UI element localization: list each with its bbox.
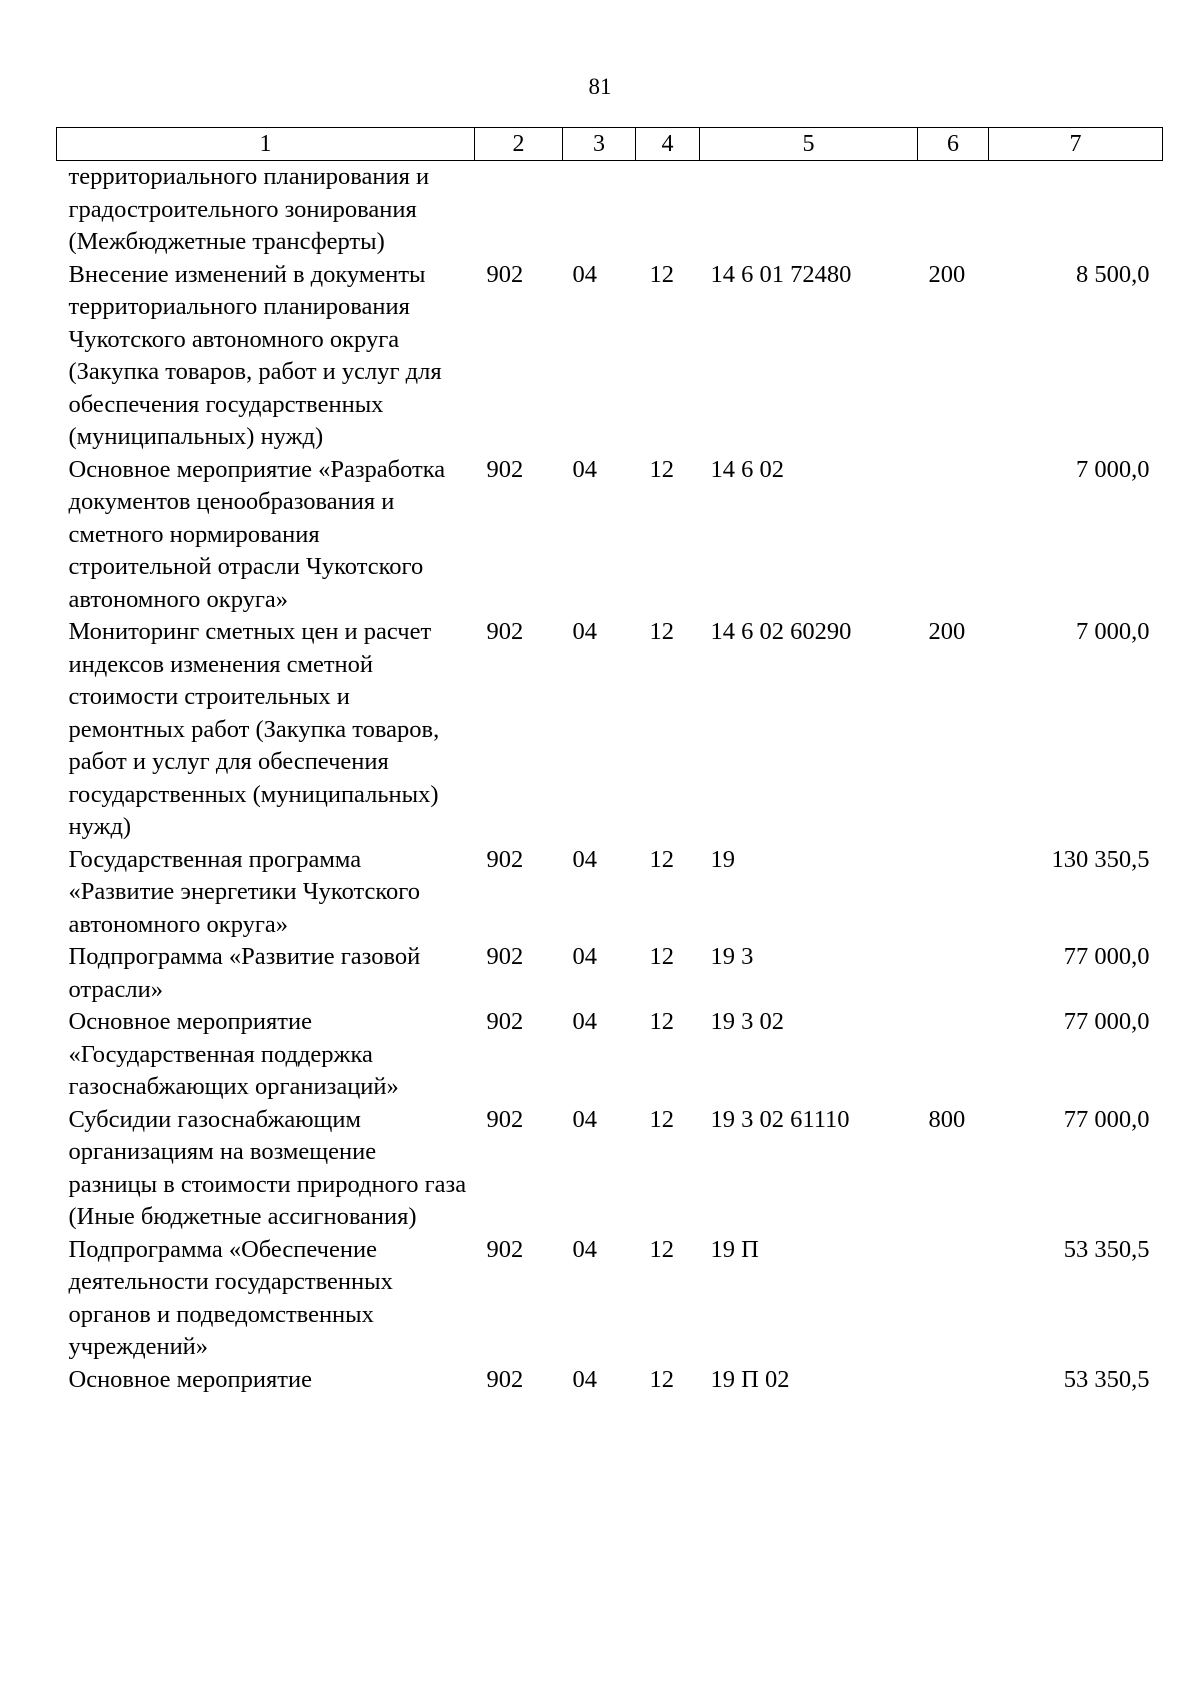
row-admin-code: 902 (486, 455, 524, 483)
table-row (57, 1234, 1163, 1364)
row-section: 04 (572, 845, 597, 873)
column-header-5: 5 (700, 128, 918, 161)
column-header-2: 2 (475, 128, 563, 161)
row-subsection: 12 (649, 455, 674, 483)
row-target-article (700, 161, 918, 259)
row-section: 04 (572, 455, 597, 483)
row-amount: 53 350,5 (1063, 1235, 1150, 1263)
row-subsection: 12 (649, 260, 674, 288)
row-name: территориального планирования и градостроительного зонирования (Межбюджетные трансферты) (68, 163, 430, 255)
row-amount: 53 350,5 (1063, 1365, 1150, 1393)
row-admin-code: 902 (486, 1235, 524, 1263)
table-header (57, 128, 1163, 161)
row-subsection: 12 (649, 1008, 674, 1035)
row-subsection: 12 (649, 1105, 674, 1133)
row-section: 04 (572, 1105, 597, 1133)
row-name: Мониторинг сметных цен и расчет индексов изменения сметной стоимости строительных и ремонтных работ (Закупка товаров, работ и услуг для обеспечения государственных (муниципальных) нужд) (68, 618, 440, 840)
row-target-article: 14 6 02 60290 (710, 618, 852, 645)
row-admin-code: 902 (486, 618, 524, 645)
row-expense-type (918, 1364, 989, 1397)
table-row (57, 844, 1163, 942)
table-row (57, 616, 1163, 844)
table-row (57, 1104, 1163, 1234)
row-target-article: 19 3 (710, 943, 754, 970)
row-amount: 77 000,0 (1063, 1008, 1150, 1035)
row-section (563, 161, 636, 259)
row-amount: 77 000,0 (1063, 1105, 1150, 1133)
table-row (57, 941, 1163, 1006)
row-name: Подпрограмма «Развитие газовой отрасли» (68, 943, 421, 1003)
budget-table (56, 127, 1163, 1396)
row-target-article: 19 П 02 (710, 1365, 790, 1393)
table-row (57, 161, 1163, 259)
column-header-7: 7 (989, 128, 1163, 161)
row-subsection: 12 (649, 943, 674, 970)
column-header-3: 3 (563, 128, 636, 161)
row-expense-type (918, 454, 989, 617)
row-target-article: 19 3 02 61110 (710, 1105, 850, 1133)
row-target-article: 14 6 02 (710, 455, 784, 483)
column-header-6: 6 (918, 128, 989, 161)
table-row (57, 1364, 1163, 1397)
row-subsection: 12 (649, 1235, 674, 1263)
row-amount: 130 350,5 (1051, 845, 1150, 873)
row-subsection: 12 (649, 1365, 674, 1393)
row-expense-type (918, 844, 989, 942)
row-expense-type (918, 161, 989, 259)
table-row (57, 454, 1163, 617)
row-amount: 77 000,0 (1063, 943, 1150, 970)
row-section: 04 (572, 1365, 597, 1393)
column-header-1: 1 (57, 128, 475, 161)
row-admin-code (475, 161, 563, 259)
row-expense-type (918, 1234, 989, 1364)
row-target-article: 19 П (710, 1235, 759, 1263)
row-admin-code: 902 (486, 1365, 524, 1393)
row-section: 04 (572, 618, 597, 645)
row-expense-type: 200 (928, 618, 966, 645)
row-amount: 8 500,0 (1076, 260, 1150, 288)
row-target-article: 19 3 02 (710, 1008, 784, 1035)
table-row (57, 1006, 1163, 1104)
table-body (57, 161, 1163, 1397)
row-expense-type: 200 (928, 260, 966, 288)
row-expense-type (918, 941, 989, 1006)
row-name: Подпрограмма «Обеспечение деятельности государственных органов и подведомственных учреждений» (68, 1235, 393, 1360)
table-row (57, 259, 1163, 454)
header-row (57, 128, 1163, 161)
row-section: 04 (572, 1008, 597, 1035)
row-subsection: 12 (649, 618, 674, 645)
row-subsection: 12 (649, 845, 674, 873)
row-admin-code: 902 (486, 1008, 524, 1035)
row-target-article: 19 (710, 845, 735, 873)
row-target-article: 14 6 01 72480 (710, 260, 852, 288)
row-admin-code: 902 (486, 943, 524, 970)
page-number: 81 (588, 74, 612, 99)
row-name: Основное мероприятие (68, 1365, 312, 1393)
row-section: 04 (572, 260, 597, 288)
row-name: Субсидии газоснабжающим организациям на возмещение разницы в стоимости природного газа (Иные бюджетные ассигнования) (68, 1105, 467, 1230)
column-header-4: 4 (636, 128, 700, 161)
row-expense-type (918, 1006, 989, 1104)
row-section: 04 (572, 943, 597, 970)
row-subsection (636, 161, 700, 259)
row-amount (989, 161, 1163, 259)
row-name: Внесение изменений в документы территориального планирования Чукотского автономного округа (Закупка товаров, работ и услуг для обеспечения государственных (муниципальных) нужд) (68, 260, 442, 450)
row-admin-code: 902 (486, 260, 524, 288)
row-admin-code: 902 (486, 845, 524, 873)
row-expense-type: 800 (928, 1105, 966, 1133)
row-section: 04 (572, 1235, 597, 1263)
row-name: Основное мероприятие «Разработка документов ценообразования и сметного нормирования строительной отрасли Чукотского автономного округа» (68, 455, 446, 613)
row-admin-code: 902 (486, 1105, 524, 1133)
row-name: Основное мероприятие «Государственная поддержка газоснабжающих организаций» (68, 1008, 399, 1100)
row-amount: 7 000,0 (1076, 455, 1150, 483)
row-amount: 7 000,0 (1076, 618, 1150, 645)
row-name: Государственная программа «Развитие энергетики Чукотского автономного округа» (68, 845, 420, 938)
